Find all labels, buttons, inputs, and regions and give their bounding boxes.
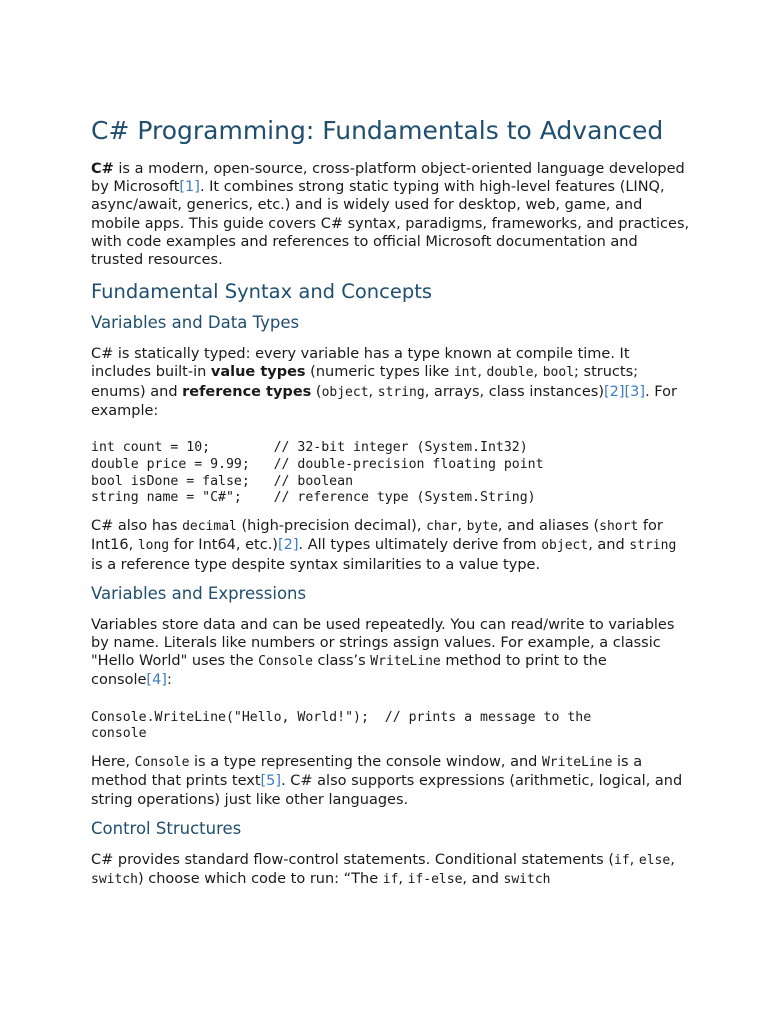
inline-code: Console <box>134 755 190 771</box>
citation-link[interactable]: [2] <box>277 537 299 554</box>
text-run: C# provides standard flow-control statements. Conditional statements ( <box>91 851 615 868</box>
text-run: for Int64, etc.) <box>169 537 278 554</box>
text-run: , <box>533 364 543 381</box>
code-block-hello-world <box>91 710 691 744</box>
paragraph-variables-store-data <box>91 616 691 690</box>
inline-code: double <box>486 365 534 381</box>
inline-code: object <box>541 538 589 554</box>
text-run: Here, <box>91 754 135 771</box>
inline-code: decimal <box>182 519 237 535</box>
inline-code: string <box>629 538 677 554</box>
inline-code: string <box>377 384 425 400</box>
bold-term: reference types <box>182 383 312 400</box>
paragraph-control-flow <box>91 851 691 889</box>
paragraph-other-types <box>91 517 691 574</box>
section-heading-fundamentals: Fundamental Syntax and Concepts <box>91 280 433 304</box>
text-run: C# also has <box>91 518 183 535</box>
inline-code: object <box>321 384 369 400</box>
inline-code: byte <box>466 519 498 535</box>
text-run: , and <box>588 537 630 554</box>
text-run: . For example: <box>91 383 677 419</box>
text-run: is a modern, open-source, cross-platform object-oriented language developed by Microsoft <box>91 161 685 196</box>
inline-code: char <box>426 519 458 535</box>
code-line: bool isDone = false; // boolean <box>91 473 354 489</box>
inline-code: WriteLine <box>541 755 613 771</box>
text-run: : <box>166 672 172 689</box>
text-run: . It combines strong static typing with high-level features (LINQ, async/await, generics, etc.) and is widely used for desktop, web, game, and mobile apps. This guide covers C# syntax, paradigms, frameworks, and practices, with code examples and references to official Microsoft documentation and trusted resources. <box>91 179 690 269</box>
text-run: , and <box>462 871 504 888</box>
text-run: for Int16, <box>91 518 663 554</box>
inline-code: else <box>638 852 671 868</box>
subheading-variables-expressions: Variables and Expressions <box>91 583 307 603</box>
inline-code: WriteLine <box>370 654 441 670</box>
text-run: , <box>477 364 487 381</box>
citation-link[interactable]: [4] <box>146 672 167 689</box>
text-run: , <box>368 383 378 400</box>
text-run: is a reference type despite syntax similarities to a value type. <box>91 556 541 573</box>
inline-code: int <box>453 365 478 381</box>
subheading-control-structures: Control Structures <box>91 818 242 838</box>
paragraph-console-explanation <box>91 753 691 809</box>
inline-code: if-else <box>407 872 463 888</box>
bold-term: value types <box>210 364 306 381</box>
text-run: ; structs; enums) and <box>91 364 639 400</box>
code-line: double price = 9.99; // double-precision floating point <box>91 456 544 472</box>
inline-code: short <box>599 519 639 535</box>
text-run: C# is statically typed: every variable has a type known at compile time. It includes built-in <box>91 346 630 381</box>
code-line: console <box>91 726 147 742</box>
inline-code: long <box>137 538 170 554</box>
text-run: method to print to the console <box>91 653 607 689</box>
code-block-variables <box>91 440 691 507</box>
text-run: ( <box>311 383 322 400</box>
inline-code: switch <box>91 872 138 888</box>
citation-link[interactable]: [2][3] <box>603 383 646 400</box>
text-run: is a method that prints text <box>91 754 643 790</box>
inline-code: bool <box>542 365 575 381</box>
intro-paragraph <box>91 160 691 269</box>
text-run: Variables store data and can be used repeatedly. You can read/write to variables by name. Literals like numbers or strings assign values. For example, a classic "Hello World" uses the <box>91 616 675 670</box>
text-run: , <box>457 518 467 535</box>
text-run: , <box>398 871 408 888</box>
citation-link[interactable]: [5] <box>260 773 282 790</box>
text-run: , arrays, class instances) <box>424 383 604 400</box>
inline-code: if <box>382 872 399 888</box>
text-run: (high-precision decimal), <box>236 518 427 535</box>
text-run: is a type representing the console window, and <box>189 754 542 771</box>
subheading-variables-data-types: Variables and Data Types <box>91 313 300 333</box>
text-run: . C# also supports expressions (arithmetic, logical, and string operations) just like other languages. <box>91 773 683 808</box>
text-run: , and aliases ( <box>497 518 600 535</box>
inline-code: Console <box>258 654 313 670</box>
text-run: (numeric types like <box>305 364 454 381</box>
intro-bold-term: C# <box>91 161 114 177</box>
inline-code: if <box>614 852 630 868</box>
text-run: . All types ultimately derive from <box>298 537 542 554</box>
inline-code: switch <box>503 872 551 888</box>
code-line: string name = "C#"; // reference type (System.String) <box>91 490 536 506</box>
document-content <box>91 112 691 897</box>
citation-link[interactable]: [1] <box>179 179 200 196</box>
text-run: ) choose which code to run: “The <box>137 871 383 888</box>
code-line: int count = 10; // 32-bit integer (System.Int32) <box>91 440 528 456</box>
page-title: C# Programming: Fundamentals to Advanced <box>91 116 664 145</box>
text-run: , <box>670 851 675 868</box>
paragraph-static-typing <box>91 345 691 420</box>
text-run: , <box>629 851 639 868</box>
text-run: class’s <box>312 653 371 670</box>
code-line: Console.WriteLine("Hello, World!"); // prints a message to the <box>91 709 592 725</box>
